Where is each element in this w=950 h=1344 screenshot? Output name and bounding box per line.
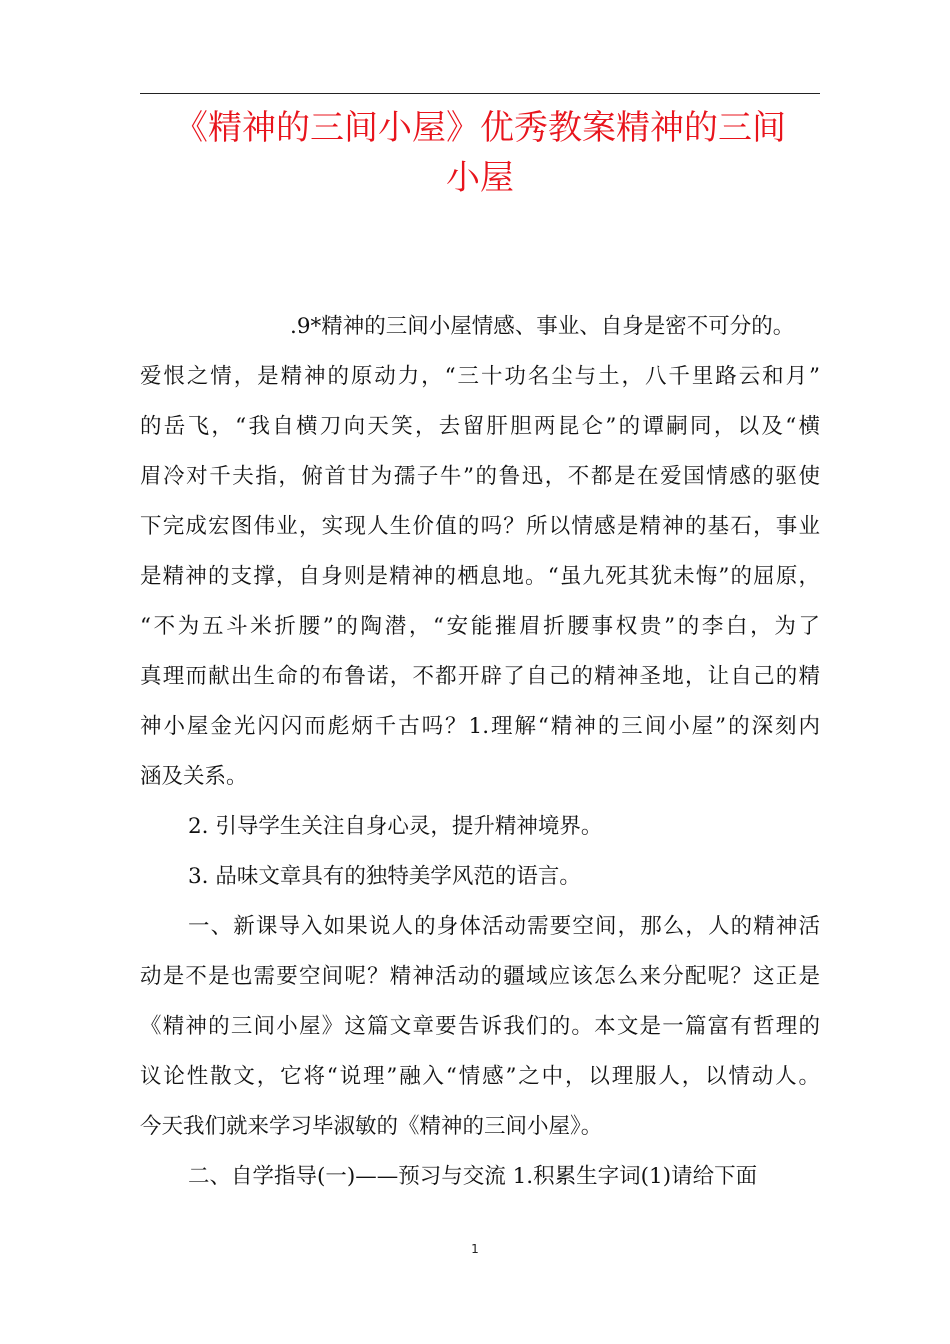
body-line: 一、新课导入如果说人的身体活动需要空间，那么，人的精神活 <box>188 914 820 939</box>
document-title <box>140 103 820 203</box>
body-line: 的岳飞，“我自横刀向天笑，去留肝胆两昆仑”的谭嗣同，以及“横 <box>140 414 820 439</box>
page-number: 1 <box>471 1242 479 1256</box>
body-line: 2. 引导学生关注自身心灵，提升精神境界。 <box>188 814 603 839</box>
title-line-1: 《精神的三间小屋》优秀教案精神的三间 <box>174 108 786 148</box>
header-rule <box>140 93 820 94</box>
body-line: 真理而献出生命的布鲁诺，不都开辟了自己的精神圣地，让自己的精 <box>140 664 820 689</box>
body-line: 下完成宏图伟业，实现人生价值的吗？所以情感是精神的基石，事业 <box>140 514 820 539</box>
body-line: “不为五斗米折腰”的陶潜，“安能摧眉折腰事权贵”的李白，为了 <box>140 614 820 639</box>
body-line: 3. 品味文章具有的独特美学风范的语言。 <box>188 864 581 889</box>
body-line: 爱恨之情，是精神的原动力，“三十功名尘与土，八千里路云和月” <box>140 364 820 389</box>
body-line: 神小屋金光闪闪而彪炳千古吗？1.理解“精神的三间小屋”的深刻内 <box>140 714 820 739</box>
body-line: 今天我们就来学习毕淑敏的《精神的三间小屋》。 <box>140 1114 603 1139</box>
body-line: 《精神的三间小屋》这篇文章要告诉我们的。本文是一篇富有哲理的 <box>140 1014 820 1039</box>
document-body <box>140 302 820 1202</box>
body-line: .9*精神的三间小屋情感、事业、自身是密不可分的。 <box>290 314 795 339</box>
body-line: 涵及关系。 <box>140 764 248 789</box>
title-line-2: 小屋 <box>446 158 514 198</box>
body-line: 二、自学指导(一)——预习与交流 1.积累生字词(1)请给下面 <box>188 1164 758 1189</box>
body-line: 眉冷对千夫指，俯首甘为孺子牛”的鲁迅，不都是在爱国情感的驱使 <box>140 464 820 489</box>
body-line: 议论性散文，它将“说理”融入“情感”之中，以理服人，以情动人。 <box>140 1064 820 1089</box>
body-line: 是精神的支撑，自身则是精神的栖息地。“虽九死其犹未悔”的屈原， <box>140 564 820 589</box>
body-line: 动是不是也需要空间呢？精神活动的疆域应该怎么来分配呢？这正是 <box>140 964 820 989</box>
